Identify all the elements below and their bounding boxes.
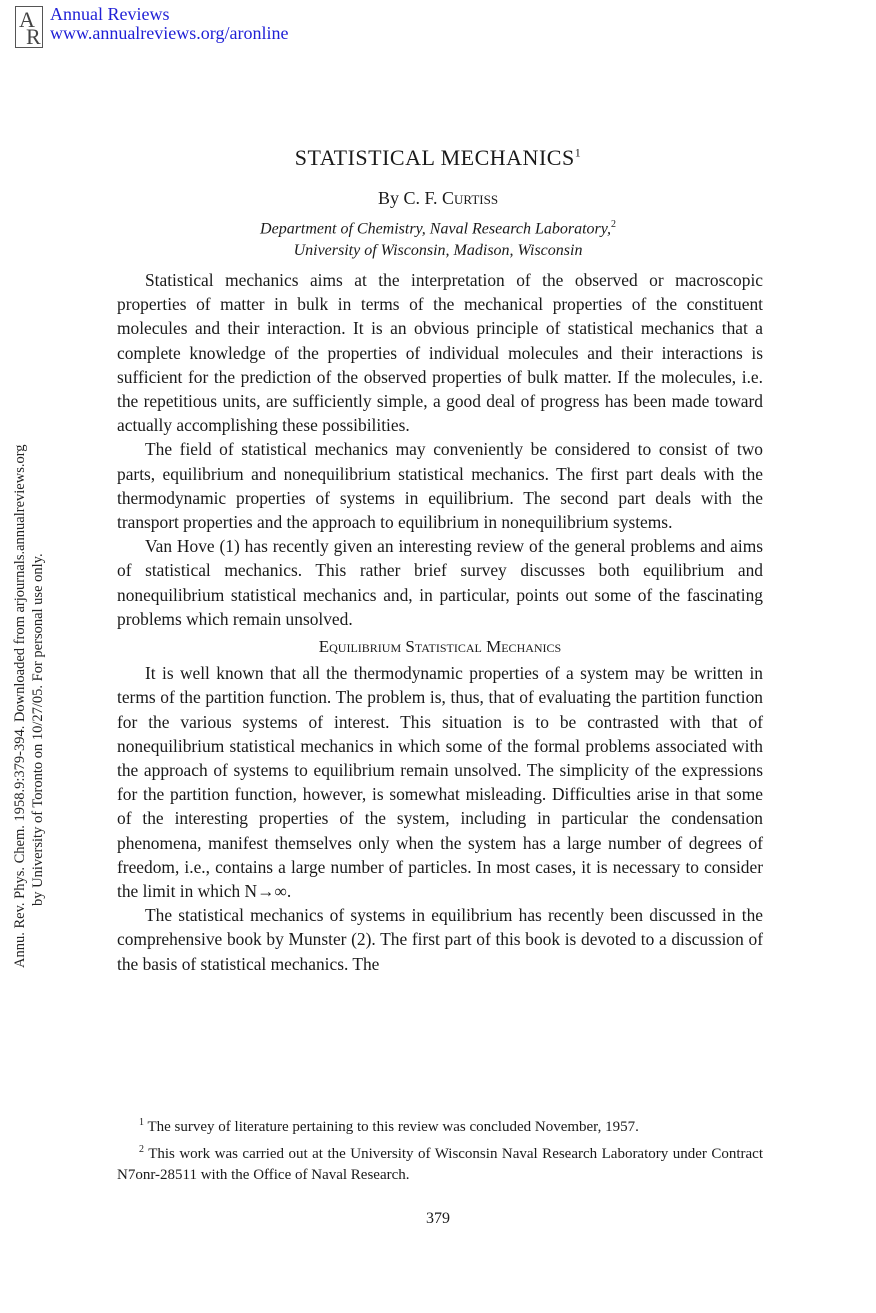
brand-name: Annual Reviews bbox=[50, 4, 170, 24]
paragraph: The statistical mechanics of systems in equilibrium has recently been discussed in the comprehensive book by Munster (2). The first part of this book is devoted to a discussion of the basis of statistical mechanics. The bbox=[117, 905, 763, 974]
affiliation-footnote-mark: 2 bbox=[610, 219, 616, 230]
brand-header bbox=[50, 5, 288, 43]
footnote: $^1$ The survey of literature pertaining to this review was concluded November, 1957. bbox=[139, 1117, 639, 1135]
article-body bbox=[117, 268, 763, 976]
brand-url-link[interactable]: www.annualreviews.org/aronline bbox=[50, 23, 289, 43]
page-number: 379 bbox=[426, 1210, 450, 1227]
paragraph: It is well known that all the thermodynamic properties of a system may be written in terms of the partition function. The problem is, thus, that of evaluating the partition function for the various systems of interest. This situation is to be contrasted with that of nonequilibrium statistical mechanics in which some of the formal problems associated with the approach of systems to equilibrium remain unsolved. The simplicity of the expressions for the partition function, however, is somewhat misleading. Difficulties arise in that some of the interesting properties of the system, including in particular the condensation phenomena, manifest themselves only when the system has a large number of degrees of freedom, i.e., contains a large number of particles. In most cases, it is necessary to consider the limit in which N→∞. bbox=[117, 663, 763, 902]
paragraph: Statistical mechanics aims at the interpretation of the observed or macroscopic properties of matter in bulk in terms of the mechanical properties of the constituent molecules and their interaction. It is an obvious principle of statistical mechanics that a complete knowledge of the properties of individual molecules and their interactions is sufficient for the prediction of the observed properties of bulk matter. If the molecules, i.e. the repetitious units, are sufficiently simple, a good deal of progress has been made toward actually accomplishing these possibilities. bbox=[117, 270, 763, 436]
footnote: $^2$ This work was carried out at the University of Wisconsin Naval Research Laboratory under Contract N7onr-28511 with the Office of Naval Research. bbox=[117, 1144, 763, 1183]
sidebar-line-2: by University of Toronto on 10/27/05. For personal use only. bbox=[30, 553, 46, 906]
title-footnote-mark: 1 bbox=[574, 145, 582, 160]
article-title: STATISTICAL MECHANICS$^1$ bbox=[294, 145, 582, 170]
author-affiliation: Department of Chemistry, Naval Research Laboratory,$^2$ University of Wisconsin, Madison, Wisconsin bbox=[260, 219, 616, 260]
section-heading: Equilibrium Statistical Mechanics bbox=[318, 637, 562, 657]
annual-reviews-logo-icon: A R bbox=[15, 6, 43, 48]
footnotes bbox=[117, 1112, 763, 1187]
sidebar-line-1: Annu. Rev. Phys. Chem. 1958.9:379-394. Downloaded from arjournals.annualreviews.org bbox=[12, 444, 28, 968]
paragraph: Van Hove (1) has recently given an interesting review of the general problems and aims of statistical mechanics. This rather brief survey discusses both equilibrium and nonequilibrium statistical mechanics and, in particular, points out some of the fascinating problems which remain unsolved. bbox=[117, 536, 763, 629]
paragraph: The field of statistical mechanics may conveniently be considered to consist of two parts, equilibrium and nonequilibrium statistical mechanics. The first part deals with the thermodynamic properties of systems in equilibrium. The second part deals with the transport properties and the approach to equilibrium in nonequilibrium systems. bbox=[117, 439, 763, 533]
article-author: By C. F. Curtiss bbox=[377, 188, 499, 208]
